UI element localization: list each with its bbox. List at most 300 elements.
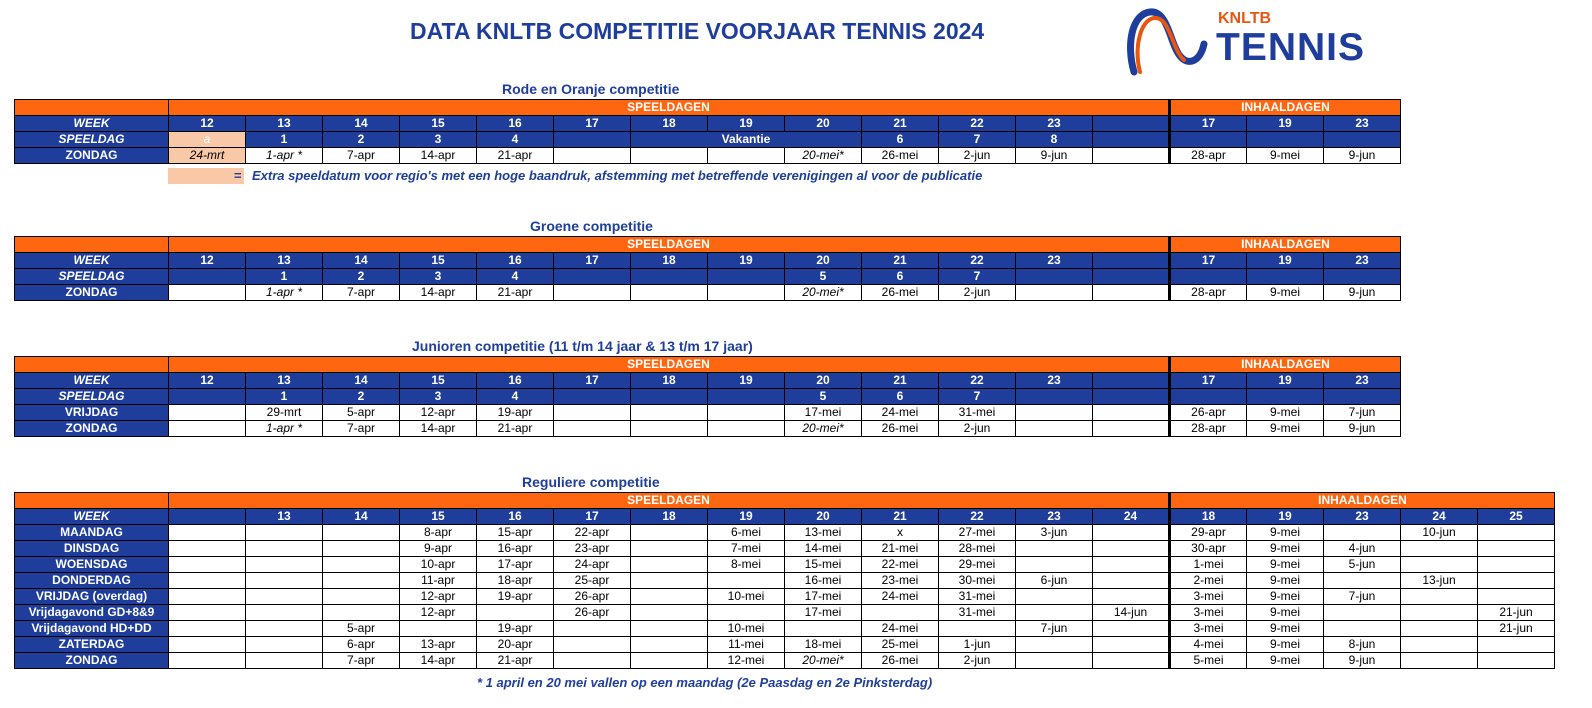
inhaal-date-cell: 9-mei [1247,557,1324,573]
inhaal-date-cell: 5-mei [1170,653,1247,669]
inhaal-date-cell: 8-jun [1324,637,1401,653]
speeldag-cell: 4 [477,389,554,405]
date-cell: 9-apr [400,541,477,557]
inhaal-week-cell: 19 [1247,373,1324,389]
week-cell: 20 [785,509,862,525]
inhaal-date-cell: 4-mei [1170,637,1247,653]
date-cell [169,525,246,541]
week-cell: 17 [554,373,631,389]
speeldag-cell: 8 [1016,132,1093,148]
inhaal-week-cell [1170,269,1247,285]
inhaal-date-cell: 9-mei [1247,621,1324,637]
speeldag-cell [1093,389,1170,405]
inhaal-date-cell: 9-mei [1247,573,1324,589]
speeldag-cell: 6 [862,132,939,148]
table-reguliere [14,492,1555,669]
speeldag-cell: 7 [939,389,1016,405]
date-cell [1016,637,1093,653]
speeldag-cell [169,269,246,285]
row-label: WEEK [15,116,169,132]
inhaal-date-cell: 9-jun [1324,285,1401,301]
date-cell [708,148,785,164]
date-cell: 24-mei [862,405,939,421]
inhaal-date-cell: 9-jun [1324,421,1401,437]
week-cell: 13 [246,116,323,132]
speeldag-cell [1016,269,1093,285]
speeldagen-header: SPEELDAGEN [169,100,1170,116]
date-cell [554,405,631,421]
date-cell [169,605,246,621]
inhaal-week-cell: 24 [1401,509,1478,525]
date-cell [631,405,708,421]
date-cell: 5-apr [323,621,400,637]
speeldag-cell: 7 [939,269,1016,285]
inhaal-date-cell: 26-apr [1170,405,1247,421]
week-cell: 14 [323,253,400,269]
row-label: SPEELDAG [15,269,169,285]
date-cell: 29-mei [939,557,1016,573]
speeldag-cell [631,269,708,285]
inhaaldagen-header: INHAALDAGEN [1170,237,1401,253]
date-cell [246,653,323,669]
date-cell [554,653,631,669]
date-cell: 18-apr [477,573,554,589]
speeldag-cell: 6 [862,389,939,405]
inhaal-date-cell [1478,525,1555,541]
inhaal-date-cell: 30-apr [1170,541,1247,557]
inhaal-date-cell: 7-jun [1324,405,1401,421]
speeldagen-header: SPEELDAGEN [169,237,1170,253]
inhaal-date-cell [1401,621,1478,637]
inhaal-week-cell [1247,269,1324,285]
week-cell: 18 [631,253,708,269]
row-label: ZONDAG [15,421,169,437]
date-cell [631,637,708,653]
inhaal-date-cell [1324,621,1401,637]
week-cell: 19 [708,253,785,269]
inhaal-date-cell [1401,637,1478,653]
date-cell [169,541,246,557]
date-cell: 15-mei [785,557,862,573]
inhaal-date-cell: 3-mei [1170,621,1247,637]
date-cell [1016,557,1093,573]
week-cell: 13 [246,253,323,269]
week-cell: 12 [169,253,246,269]
date-cell [631,589,708,605]
inhaal-date-cell [1401,605,1478,621]
inhaal-date-cell: 28-apr [1170,148,1247,164]
speeldag-cell [1093,132,1170,148]
week-cell: 12 [169,116,246,132]
date-cell [554,637,631,653]
date-cell [246,557,323,573]
date-cell [323,605,400,621]
date-cell: 19-apr [477,589,554,605]
date-cell [1016,421,1093,437]
week-cell: 18 [631,509,708,525]
date-cell [631,605,708,621]
week-cell: 13 [246,373,323,389]
speeldag-cell [708,269,785,285]
row-label: ZATERDAG [15,637,169,653]
inhaal-week-cell [1247,132,1324,148]
date-cell: 3-jun [1016,525,1093,541]
date-cell: 19-apr [477,405,554,421]
inhaal-week-cell: 23 [1324,373,1401,389]
knltb-tennis-logo [1124,4,1364,78]
date-cell: 7-apr [323,285,400,301]
date-cell: 19-apr [477,621,554,637]
date-cell [708,405,785,421]
date-cell: 14-apr [400,653,477,669]
footnote: * 1 april en 20 mei vallen op een maandag (2e Paasdag en 2e Pinksterdag) [477,675,933,690]
date-cell: 24-apr [554,557,631,573]
date-cell [477,605,554,621]
inhaal-week-cell [1247,389,1324,405]
inhaal-date-cell: 9-mei [1247,653,1324,669]
logo-tennis-text: TENNIS [1216,26,1366,69]
week-cell [1093,373,1170,389]
table-groene [14,236,1401,301]
date-cell [1093,541,1170,557]
week-cell: 21 [862,373,939,389]
date-cell: 7-apr [323,148,400,164]
date-cell: 12-mei [708,653,785,669]
speeldag-cell: 3 [400,132,477,148]
date-cell [554,285,631,301]
date-cell: 12-apr [400,405,477,421]
date-cell: 7-mei [708,541,785,557]
date-cell: 29-mrt [246,405,323,421]
date-cell [169,653,246,669]
row-label: ZONDAG [15,285,169,301]
table-rode-oranje [14,99,1401,164]
inhaal-date-cell [1401,541,1478,557]
date-cell [1093,621,1170,637]
inhaal-date-cell: 21-jun [1478,605,1555,621]
speeldag-cell: 1 [246,132,323,148]
row-label: ZONDAG [15,148,169,164]
date-cell: 26-mei [862,148,939,164]
week-cell: 23 [1016,373,1093,389]
speeldag-cell [554,269,631,285]
row-label: DONDERDAG [15,573,169,589]
date-cell: 22-apr [554,525,631,541]
date-cell [1016,285,1093,301]
date-cell [169,285,246,301]
date-cell [323,589,400,605]
date-cell [862,605,939,621]
inhaal-week-cell: 17 [1170,253,1247,269]
inhaal-date-cell [1324,605,1401,621]
date-cell [1016,653,1093,669]
speeldag-cell: 2 [323,132,400,148]
date-cell [1093,589,1170,605]
date-cell [169,621,246,637]
date-cell: 8-mei [708,557,785,573]
speeldag-cell [1016,389,1093,405]
date-cell [169,637,246,653]
inhaal-date-cell: 9-mei [1247,589,1324,605]
inhaal-date-cell [1478,541,1555,557]
row-label: WOENSDAG [15,557,169,573]
date-cell [169,405,246,421]
logo-knltb-text: KNLTB [1218,10,1272,27]
date-cell [169,573,246,589]
date-cell: 17-mei [785,405,862,421]
inhaal-date-cell: 10-jun [1401,525,1478,541]
inhaal-date-cell: 9-mei [1247,605,1324,621]
date-cell [246,589,323,605]
date-cell: 24-mrt [169,148,246,164]
date-cell: 12-apr [400,589,477,605]
date-cell: 21-apr [477,653,554,669]
inhaal-date-cell: 1-mei [1170,557,1247,573]
date-cell: 21-apr [477,421,554,437]
inhaal-week-cell: 17 [1170,116,1247,132]
date-cell [631,525,708,541]
row-label: SPEELDAG [15,132,169,148]
week-cell: 22 [939,253,1016,269]
date-cell: 1-apr * [246,148,323,164]
date-cell: 17-mei [785,589,862,605]
speeldag-cell: 2 [323,389,400,405]
date-cell [1016,589,1093,605]
date-cell: 11-mei [708,637,785,653]
speeldag-cell: 1 [246,269,323,285]
speeldag-cell [708,389,785,405]
date-cell: 10-mei [708,621,785,637]
week-cell: 15 [400,253,477,269]
week-cell: 16 [477,116,554,132]
section-title-reguliere: Reguliere competitie [522,474,660,490]
date-cell [631,148,708,164]
date-cell [1093,573,1170,589]
date-cell [169,589,246,605]
date-cell: 9-jun [1016,148,1093,164]
speeldag-cell: 5 [785,269,862,285]
date-cell [1093,421,1170,437]
date-cell [631,621,708,637]
week-cell: 22 [939,509,1016,525]
row-label: WEEK [15,253,169,269]
week-cell: 15 [400,373,477,389]
inhaal-date-cell: 9-mei [1247,285,1324,301]
date-cell: 14-mei [785,541,862,557]
date-cell: 16-apr [477,541,554,557]
date-cell: 7-apr [323,653,400,669]
inhaal-week-cell: 19 [1247,253,1324,269]
legend-equals: = [234,168,242,183]
inhaal-week-cell: 18 [1170,509,1247,525]
speeldag-cell: 3 [400,269,477,285]
date-cell [1093,637,1170,653]
date-cell [939,621,1016,637]
date-cell: 18-mei [785,637,862,653]
date-cell: 26-mei [862,285,939,301]
date-cell [1016,405,1093,421]
inhaal-date-cell [1401,589,1478,605]
date-cell [1093,557,1170,573]
date-cell: 30-mei [939,573,1016,589]
date-cell: 25-apr [554,573,631,589]
inhaal-date-cell [1478,589,1555,605]
date-cell: 21-apr [477,148,554,164]
date-cell [246,525,323,541]
inhaal-week-cell [1170,132,1247,148]
week-cell: 21 [862,253,939,269]
date-cell: 5-apr [323,405,400,421]
inhaal-date-cell [1478,573,1555,589]
inhaal-date-cell: 9-mei [1247,421,1324,437]
row-label: Vrijdagavond GD+8&9 [15,605,169,621]
date-cell: 25-mei [862,637,939,653]
date-cell: 2-jun [939,421,1016,437]
date-cell [631,557,708,573]
date-cell [1093,525,1170,541]
date-cell: 26-mei [862,653,939,669]
week-cell: 23 [1016,116,1093,132]
date-cell: 31-mei [939,589,1016,605]
inhaal-date-cell: 9-mei [1247,637,1324,653]
inhaal-week-cell: 19 [1247,509,1324,525]
week-cell: 18 [631,116,708,132]
week-cell: 19 [708,373,785,389]
inhaal-date-cell: 5-jun [1324,557,1401,573]
row-label: WEEK [15,509,169,525]
date-cell: 24-mei [862,589,939,605]
date-cell: 14-apr [400,285,477,301]
speeldag-cell [1093,269,1170,285]
date-cell [1016,541,1093,557]
week-cell: 20 [785,116,862,132]
table-junioren [14,356,1401,437]
date-cell [554,621,631,637]
date-cell: 21-apr [477,285,554,301]
legend-text: Extra speeldatum voor regio's met een hoge baandruk, afstemming met betreffende verenigingen al voor de publicatie [252,168,983,183]
date-cell: 24-mei [862,621,939,637]
date-cell [400,621,477,637]
speeldagen-header: SPEELDAGEN [169,357,1170,373]
date-cell [708,605,785,621]
inhaal-week-cell: 23 [1324,253,1401,269]
date-cell [631,573,708,589]
logo-swoosh-icon [1124,4,1216,78]
week-cell: 15 [400,116,477,132]
week-cell: 17 [554,253,631,269]
inhaal-week-cell [1324,132,1401,148]
inhaal-date-cell: 21-jun [1478,621,1555,637]
date-cell [631,285,708,301]
date-cell: x [862,525,939,541]
inhaal-date-cell [1478,557,1555,573]
inhaal-date-cell: 3-mei [1170,605,1247,621]
inhaal-date-cell: 2-mei [1170,573,1247,589]
speeldag-cell: a [169,132,246,148]
row-label: VRIJDAG (overdag) [15,589,169,605]
inhaal-week-cell [1170,389,1247,405]
speeldag-cell: 4 [477,269,554,285]
week-cell: 15 [400,509,477,525]
week-cell: 13 [246,509,323,525]
date-cell: 6-apr [323,637,400,653]
date-cell: 17-apr [477,557,554,573]
date-cell: 20-mei* [785,421,862,437]
week-cell: 20 [785,373,862,389]
inhaal-date-cell [1401,557,1478,573]
inhaal-date-cell: 9-jun [1324,653,1401,669]
inhaaldagen-header: INHAALDAGEN [1170,357,1401,373]
date-cell: 1-jun [939,637,1016,653]
week-cell: 22 [939,373,1016,389]
week-cell: 20 [785,253,862,269]
date-cell [1093,405,1170,421]
row-label: SPEELDAG [15,389,169,405]
date-cell: 16-mei [785,573,862,589]
date-cell: 8-apr [400,525,477,541]
inhaal-date-cell: 4-jun [1324,541,1401,557]
date-cell: 15-apr [477,525,554,541]
date-cell: 12-apr [400,605,477,621]
week-cell: 19 [708,509,785,525]
date-cell: 2-jun [939,285,1016,301]
date-cell: 28-mei [939,541,1016,557]
date-cell: 13-mei [785,525,862,541]
week-cell: 18 [631,373,708,389]
speeldag-cell: 4 [477,132,554,148]
week-cell [169,509,246,525]
week-cell: 17 [554,509,631,525]
inhaal-date-cell [1324,525,1401,541]
speeldag-cell: 6 [862,269,939,285]
inhaal-date-cell [1324,573,1401,589]
date-cell: 13-apr [400,637,477,653]
inhaal-date-cell [1478,637,1555,653]
section-title-rode-oranje: Rode en Oranje competitie [502,81,680,97]
week-cell: 14 [323,116,400,132]
speeldag-cell: 7 [939,132,1016,148]
speeldag-cell [554,132,631,148]
date-cell: 23-mei [862,573,939,589]
date-cell [323,573,400,589]
date-cell: 1-apr * [246,421,323,437]
week-cell: 16 [477,509,554,525]
date-cell [708,285,785,301]
date-cell: 26-apr [554,589,631,605]
inhaal-date-cell: 9-mei [1247,525,1324,541]
date-cell: 26-mei [862,421,939,437]
date-cell: 7-apr [323,421,400,437]
date-cell: 20-mei* [785,148,862,164]
speeldag-cell [631,389,708,405]
row-label: WEEK [15,373,169,389]
date-cell [323,557,400,573]
date-cell [708,573,785,589]
date-cell [323,525,400,541]
speeldag-cell: 1 [246,389,323,405]
date-cell [631,653,708,669]
date-cell [323,541,400,557]
date-cell: 2-jun [939,653,1016,669]
inhaal-date-cell: 7-jun [1324,589,1401,605]
week-cell: 14 [323,509,400,525]
date-cell [246,637,323,653]
date-cell [1093,653,1170,669]
date-cell: 22-mei [862,557,939,573]
inhaal-date-cell [1401,653,1478,669]
inhaal-date-cell [1478,653,1555,669]
inhaal-date-cell: 3-mei [1170,589,1247,605]
